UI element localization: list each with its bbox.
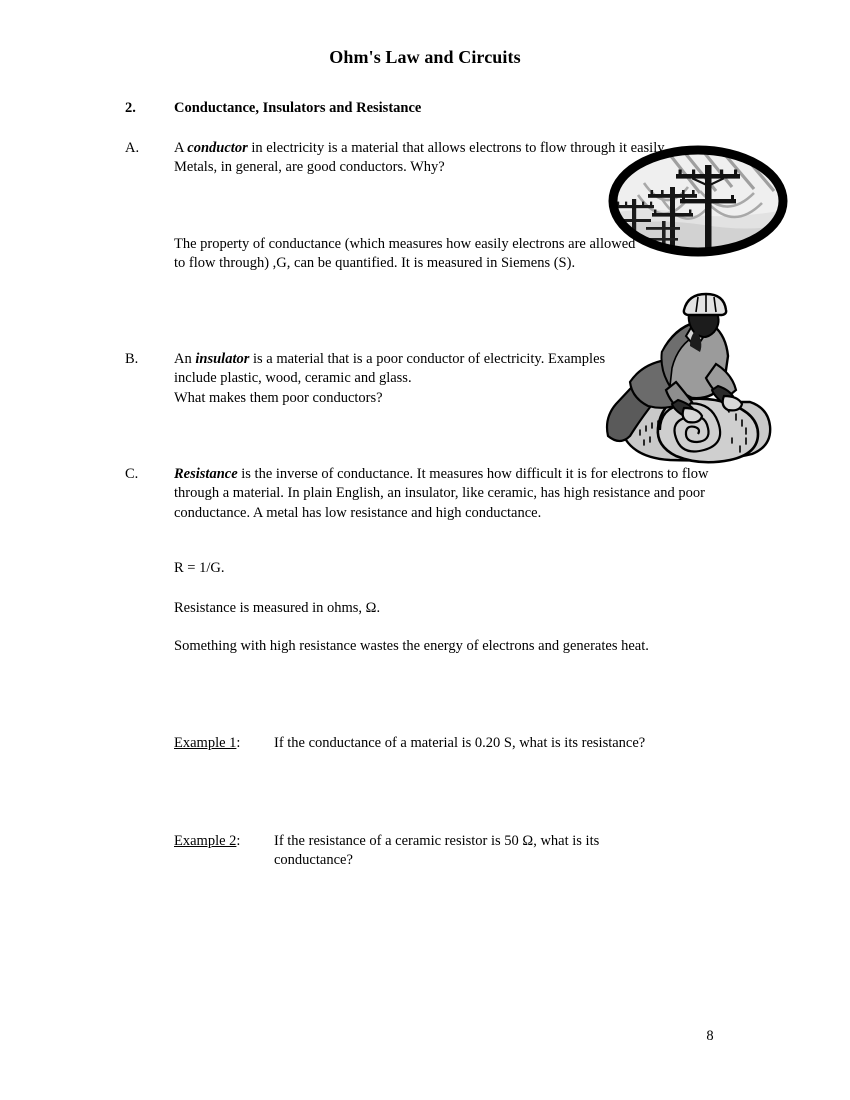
example-2-label-text: Example 2 bbox=[174, 833, 237, 849]
page-title: Ohm's Law and Circuits bbox=[329, 47, 521, 67]
item-a-text-before: A bbox=[174, 140, 188, 156]
item-b-text-before: An bbox=[174, 351, 196, 367]
worker-insulation-roll-illustration bbox=[600, 290, 780, 468]
power-lines-oval-illustration bbox=[604, 143, 792, 259]
example-1-label bbox=[174, 734, 240, 753]
item-b-text-after: is a material that is a poor conductor of electricity. Examples include plastic, wood, ceramic and glass. bbox=[174, 351, 606, 387]
item-c-text-after: is the inverse of conductance. It measures how difficult it is for electrons to flow through a material. In plain English, an insulator, like ceramic, has high resistance and poor conductance. A metal has low resistance and high conductance. bbox=[174, 466, 709, 521]
section-heading bbox=[125, 100, 745, 117]
item-a-emphasis-term: conductor bbox=[187, 140, 248, 156]
item-b-emphasis-term: insulator bbox=[195, 351, 250, 367]
item-label-c: C. bbox=[125, 466, 139, 482]
item-c-emphasis-term: Resistance bbox=[174, 466, 238, 482]
paragraph-conductance-property: The property of conductance (which measures how easily electrons are allowed to flow through) ,G, can be quantified. It is measured in Siemens (S). bbox=[174, 236, 636, 272]
item-body-c bbox=[174, 465, 744, 523]
paragraph-ohms-unit: Resistance is measured in ohms, Ω. bbox=[174, 600, 381, 616]
item-a-text-after: in electricity is a material that allows electrons to flow through it easily. Metals, in general, are good conductors. Why? bbox=[174, 140, 668, 176]
page-number: 8 bbox=[706, 1028, 714, 1044]
paragraph-heat-note: Something with high resistance wastes the energy of electrons and generates heat. bbox=[174, 638, 649, 654]
formula-resistance: R = 1/G. bbox=[174, 560, 225, 576]
example-2-question: If the resistance of a ceramic resistor is 50 Ω, what is its conductance? bbox=[274, 833, 600, 869]
example-2-label bbox=[174, 832, 240, 851]
item-label-b: B. bbox=[125, 351, 139, 367]
example-1-question: If the conductance of a material is 0.20 S, what is its resistance? bbox=[274, 735, 646, 751]
item-label-a: A. bbox=[125, 140, 140, 156]
item-b-extra-line: What makes them poor conductors? bbox=[174, 389, 383, 406]
example-1-label-suffix: : bbox=[236, 735, 241, 751]
section-title: Conductance, Insulators and Resistance bbox=[174, 100, 422, 116]
item-body-b bbox=[174, 350, 644, 408]
example-2-label-suffix: : bbox=[236, 833, 241, 849]
section-number: 2. bbox=[125, 100, 136, 116]
example-1-label-text: Example 1 bbox=[174, 735, 237, 751]
